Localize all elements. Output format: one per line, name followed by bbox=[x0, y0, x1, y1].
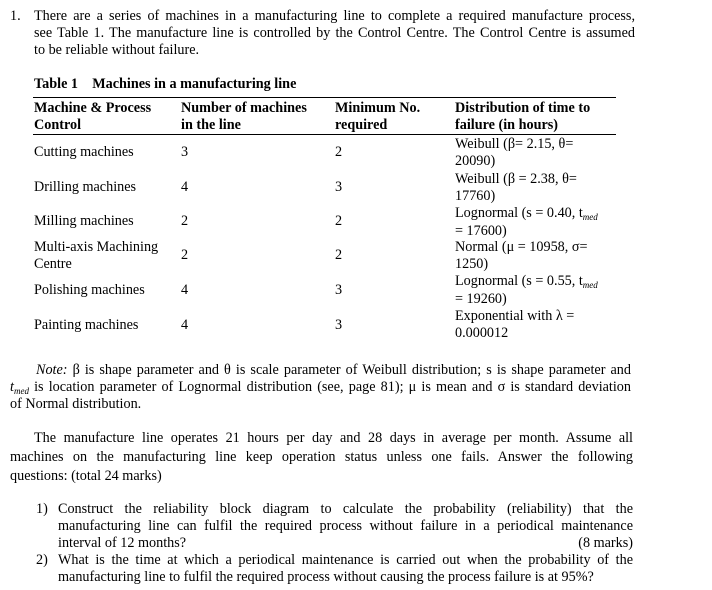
operation-line-3: questions: (total 24 marks) bbox=[10, 468, 162, 484]
distribution: Normal (μ = 10958, σ= 1250) bbox=[455, 239, 588, 272]
minimum-required: 2 bbox=[335, 247, 343, 263]
question-number: 1. bbox=[10, 8, 21, 24]
machine-name: Polishing machines bbox=[34, 282, 145, 298]
operation-line-1: The manufacture line operates 21 hours per day and 28 days in average per month. Assume all bbox=[34, 430, 633, 446]
question-intro-line-3: to be reliable without failure. bbox=[34, 42, 200, 58]
header-minimum: Minimum No. required bbox=[335, 100, 421, 133]
machine-count: 3 bbox=[181, 144, 189, 160]
minimum-required: 3 bbox=[335, 282, 343, 298]
question-intro-line-1: There are a series of machines in a manufacturing line to complete a required manufacture process, bbox=[34, 8, 635, 24]
machine-count: 4 bbox=[181, 282, 189, 298]
question-intro-line-2: see Table 1. The manufacture line is controlled by the Control Centre. The Control Centre is assumed bbox=[34, 25, 635, 41]
header-machine: Machine & Process Control bbox=[34, 100, 152, 133]
table-caption-label: Table 1 bbox=[34, 76, 79, 92]
distribution: Lognormal (s = 0.55, $t_{med}$ = 19260) bbox=[455, 273, 598, 307]
distribution: Weibull (β= 2.15, θ= 20090) bbox=[455, 136, 574, 169]
machine-count: 4 bbox=[181, 179, 189, 195]
machine-name: Painting machines bbox=[34, 317, 139, 333]
note-line-2: $t_{med}$ is location parameter of Lognormal distribution (see, page 81); μ is mean and σ is standard deviation bbox=[10, 379, 631, 396]
subquestion-line: interval of 12 months? bbox=[58, 535, 187, 551]
minimum-required: 3 bbox=[335, 179, 343, 195]
machine-name: Cutting machines bbox=[34, 144, 134, 160]
machine-count: 2 bbox=[181, 213, 189, 229]
machine-count: 2 bbox=[181, 247, 189, 263]
subquestion-line: manufacturing line can fulfil the required process without failure in a periodical maintenance bbox=[58, 518, 633, 534]
minimum-required: 3 bbox=[335, 317, 343, 333]
note-line-3: of Normal distribution. bbox=[10, 396, 142, 412]
distribution: Exponential with λ = 0.000012 bbox=[455, 308, 575, 341]
subquestion-number: 1) bbox=[36, 501, 48, 517]
machine-name: Multi-axis Machining Centre bbox=[34, 239, 159, 272]
table-header-rule bbox=[33, 134, 616, 135]
table-caption-text: Machines in a manufacturing line bbox=[92, 76, 297, 92]
minimum-required: 2 bbox=[335, 144, 343, 160]
header-number: Number of machines in the line bbox=[181, 100, 307, 133]
subquestion-line: What is the time at which a periodical maintenance is carried out when the probability of the bbox=[58, 552, 633, 568]
machine-count: 4 bbox=[181, 317, 189, 333]
distribution: Lognormal (s = 0.40, $t_{med}$ = 17600) bbox=[455, 205, 598, 239]
subquestion-number: 2) bbox=[36, 552, 48, 568]
operation-line-2: machines on the manufacturing line keep operation status unless one fails. Answer the following bbox=[10, 449, 633, 465]
header-distribution: Distribution of time to failure (in hours) bbox=[455, 100, 591, 133]
minimum-required: 2 bbox=[335, 213, 343, 229]
subquestion-line: Construct the reliability block diagram to calculate the probability (reliability) that the bbox=[58, 501, 633, 517]
machine-name: Milling machines bbox=[34, 213, 134, 229]
machine-name: Drilling machines bbox=[34, 179, 137, 195]
note-line-1: Note: β is shape parameter and θ is scale parameter of Weibull distribution; s is shape parameter and bbox=[36, 362, 631, 378]
table-top-rule bbox=[33, 97, 616, 98]
subquestion-line: manufacturing line to fulfil the required process without causing the process failure is at 95%? bbox=[58, 569, 594, 585]
distribution: Weibull (β = 2.38, θ= 17760) bbox=[455, 171, 577, 204]
subquestion-marks: (8 marks) bbox=[578, 535, 633, 551]
table-caption bbox=[34, 76, 296, 93]
